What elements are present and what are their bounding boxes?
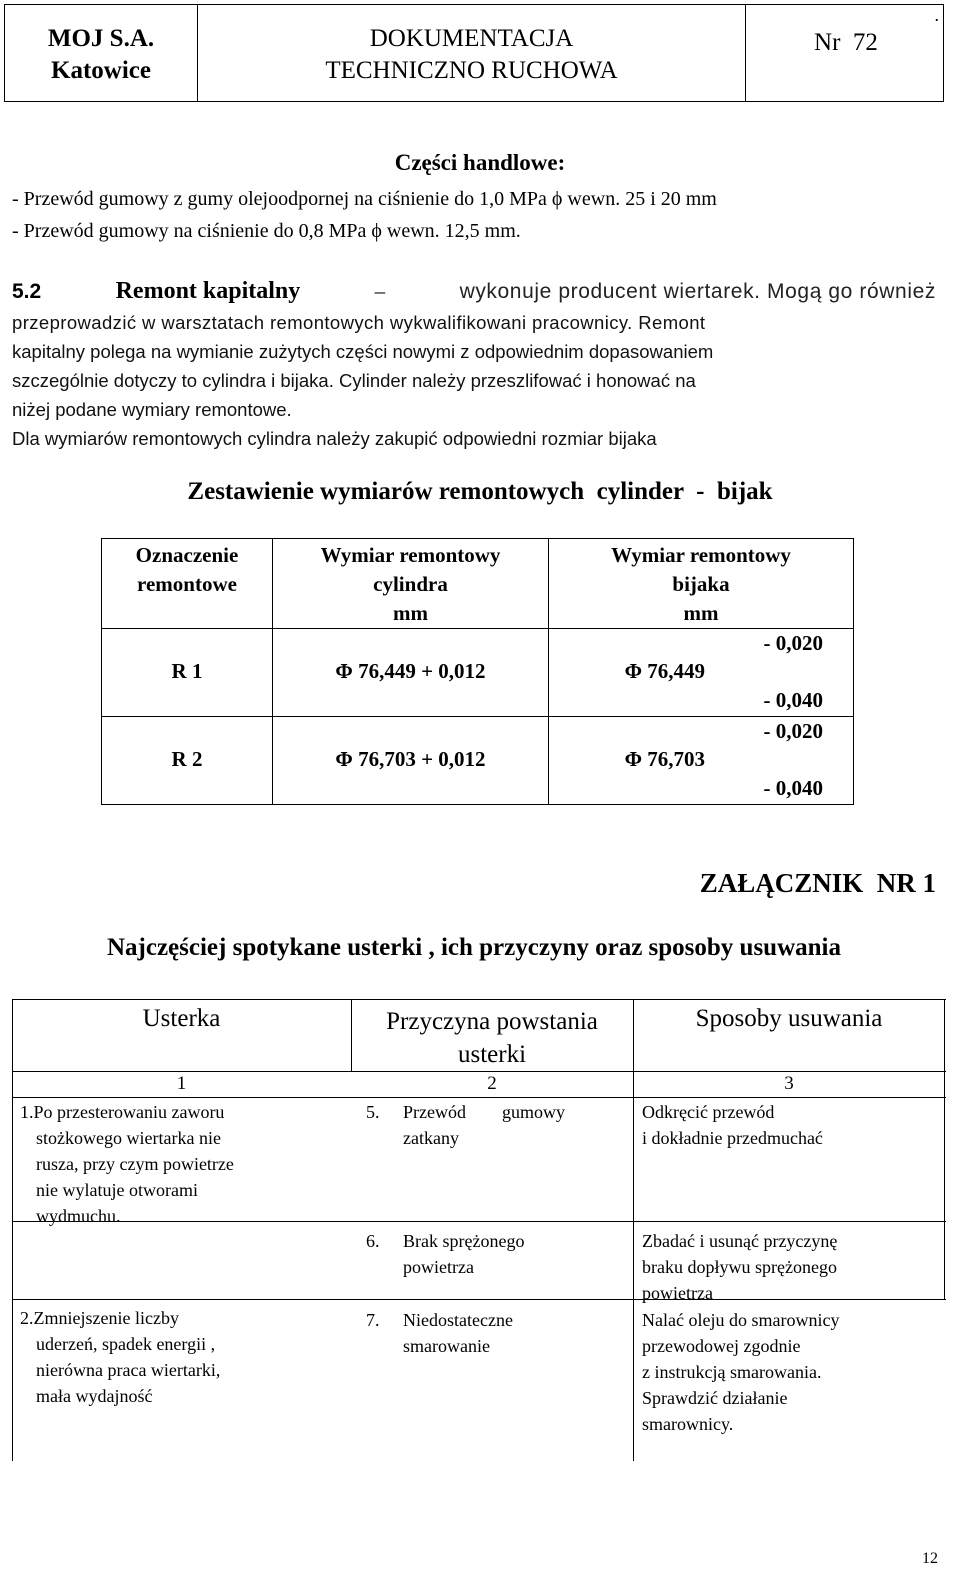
fault-line: nie wylatuje otworami <box>36 1180 198 1200</box>
page-number: 12 <box>922 1550 938 1567</box>
row-tol-upper: - 0,020 <box>763 631 823 655</box>
rule-header <box>12 1071 946 1072</box>
remedy-line: Nalać oleju do smarownicy <box>642 1310 840 1330</box>
repair-table-title: Zestawienie wymiarów remontowych cylinder - bijak <box>187 478 773 505</box>
cause-line: Niedostateczne <box>403 1310 513 1330</box>
doc-type-line1: DOKUMENTACJA <box>369 25 574 52</box>
col-number-3: 3 <box>784 1073 794 1094</box>
repair-dimensions-table <box>101 538 854 805</box>
section-heading-line <box>12 278 936 305</box>
row-mark-cell <box>102 717 273 805</box>
header-text: mm <box>393 601 428 625</box>
remedy-line: powietrza <box>642 1283 713 1303</box>
section-line2: przeprowadzić w warsztatach remontowych wykwalifikowani pracownicy. Remont <box>12 312 706 333</box>
rule-col3 <box>633 999 634 1461</box>
parts-title: Części handlowe: <box>394 150 566 175</box>
table-row <box>102 717 854 805</box>
row-cylinder: Φ 76,703 + 0,012 <box>335 747 486 771</box>
header-remedy: Sposoby usuwania <box>695 1005 883 1032</box>
rule-numbers <box>12 1097 946 1098</box>
fault-line: 1.Po przesterowaniu zaworu <box>20 1102 225 1122</box>
rule-left <box>12 999 13 1461</box>
fault-line: 2.Zmniejszenie liczby <box>20 1308 179 1328</box>
rule-top <box>12 999 946 1000</box>
remedy-2 <box>642 1228 837 1306</box>
cause-6 <box>403 1228 524 1280</box>
remedy-line: i dokładnie przedmuchać <box>642 1128 823 1148</box>
company-cell <box>5 5 198 101</box>
doc-number-cell <box>746 5 946 101</box>
header-fault: Usterka <box>142 1005 221 1032</box>
fault-line: rusza, przy czym powietrze <box>36 1154 234 1174</box>
section-dash: – <box>374 279 386 303</box>
annex-title: Najczęściej spotykane usterki , ich przyczyny oraz sposoby usuwania <box>106 934 841 961</box>
remedy-3 <box>642 1307 839 1437</box>
remedy-line: Sprawdzić działanie <box>642 1388 788 1408</box>
header-text: cylindra <box>373 572 448 596</box>
remedy-1 <box>642 1099 823 1151</box>
doc-type-line2: TECHNICZNO RUCHOWA <box>325 57 618 84</box>
company-name: MOJ S.A. <box>47 25 155 52</box>
fault-line: wydmuchu. <box>36 1206 121 1226</box>
corner-mark: . <box>934 5 939 25</box>
doc-type-cell <box>198 5 746 101</box>
col-number-1: 1 <box>176 1073 187 1094</box>
fault-line: mała wydajność <box>36 1386 153 1406</box>
cause-5-number: 5. <box>366 1102 380 1122</box>
section-line5: niżej podane wymiary remontowe. <box>12 399 292 420</box>
cause-7-number: 7. <box>366 1310 380 1330</box>
cause-6-number: 6. <box>366 1231 380 1251</box>
cause-line: zatkany <box>403 1128 459 1148</box>
parts-item-1: - Przewód gumowy z gumy olejoodpornej na ciśnienie do 1,0 MPa ϕ wewn. 25 i 20 mm <box>12 188 717 210</box>
header-cause: Przyczyna powstania usterki <box>386 1008 598 1068</box>
remedy-line: Zbadać i usunąć przyczynę <box>642 1231 838 1251</box>
header-text: Oznaczenie <box>135 543 239 567</box>
header-text: Wymiar remontowy <box>320 543 501 567</box>
row-tol-lower: - 0,040 <box>763 776 823 800</box>
fault-line: uderzeń, spadek energii , <box>36 1334 216 1354</box>
cause-line: smarowanie <box>403 1336 490 1356</box>
row-piston: Φ 76,703 <box>624 747 705 771</box>
section-heading: Remont kapitalny <box>115 278 301 304</box>
row-piston-cell <box>549 629 854 717</box>
remedy-line: braku dopływu sprężonego <box>642 1257 837 1277</box>
section-line4: szczególnie dotyczy to cylindra i bijaka. Cylinder należy przeszlifować i honować na <box>12 370 696 391</box>
rule-right <box>944 999 945 1299</box>
header-text: remontowe <box>137 572 237 596</box>
header-cylinder <box>273 539 549 629</box>
row-mark: R 2 <box>171 747 203 771</box>
cause-5 <box>403 1099 565 1151</box>
row-mark-cell <box>102 629 273 717</box>
row-tol-lower: - 0,040 <box>763 688 823 712</box>
header-designation <box>102 539 273 629</box>
section-number: 5.2 <box>12 280 42 303</box>
section-body <box>12 308 936 453</box>
annex-label: ZAŁĄCZNIK NR 1 <box>699 868 936 898</box>
remedy-line: przewodowej zgodnie <box>642 1336 801 1356</box>
faults-table <box>12 999 946 1461</box>
header-text: mm <box>683 601 719 625</box>
row-tol-upper: - 0,020 <box>763 719 823 743</box>
row-cylinder-cell <box>273 629 549 717</box>
header-text: Wymiar remontowy <box>611 543 791 567</box>
section-line3: kapitalny polega na wymianie zużytych części nowymi z odpowiednim dopasowaniem <box>12 341 714 362</box>
fault-line: stożkowego wiertarka nie <box>36 1128 221 1148</box>
fault-2 <box>20 1305 220 1409</box>
col-number-2: 2 <box>487 1073 497 1094</box>
cause-line: Przewód gumowy <box>403 1102 565 1122</box>
row-mark: R 1 <box>171 659 203 683</box>
row-cylinder: Φ 76,449 + 0,012 <box>335 659 486 683</box>
cause-line: powietrza <box>403 1257 474 1277</box>
section-line1: wykonuje producent wiertarek. Mogą go również <box>459 280 936 303</box>
section-line6: Dla wymiarów remontowych cylindra należy zakupić odpowiedni rozmiar bijaka <box>12 428 657 449</box>
table-header-row <box>102 539 854 629</box>
row-piston-cell <box>549 717 854 805</box>
doc-number: Nr 72 <box>814 29 878 56</box>
row-cylinder-cell <box>273 717 549 805</box>
company-city: Katowice <box>51 57 151 84</box>
cause-7 <box>403 1307 513 1359</box>
fault-line: nierówna praca wiertarki, <box>36 1360 221 1380</box>
document-header <box>4 4 944 102</box>
header-text: bijaka <box>672 572 730 596</box>
fault-1 <box>20 1099 234 1229</box>
parts-item-2: - Przewód gumowy na ciśnienie do 0,8 MPa ϕ wewn. 12,5 mm. <box>12 220 521 242</box>
header-piston <box>549 539 854 629</box>
remedy-line: z instrukcją smarowania. <box>642 1362 822 1382</box>
remedy-line: smarownicy. <box>642 1414 734 1434</box>
remedy-line: Odkręcić przewód <box>642 1102 775 1122</box>
row-piston: Φ 76,449 <box>624 659 705 683</box>
cause-line: Brak sprężonego <box>403 1231 525 1251</box>
table-row <box>102 629 854 717</box>
